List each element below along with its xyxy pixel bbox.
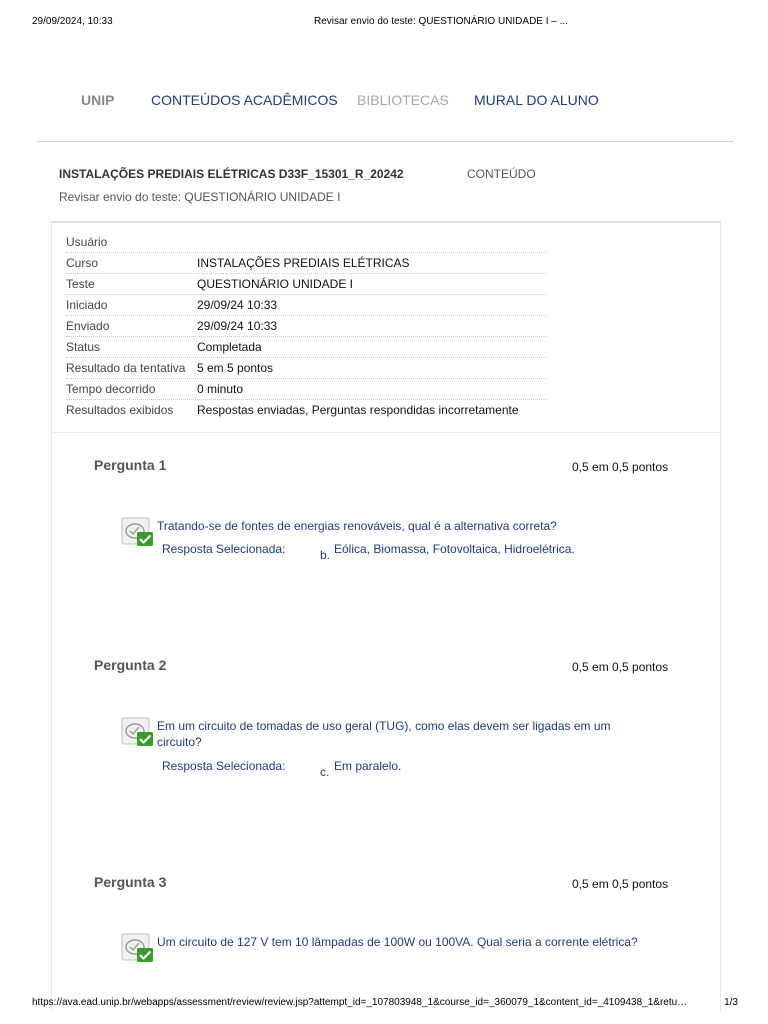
print-date: 29/09/2024, 10:33 — [32, 16, 113, 27]
answer-text: Eólica, Biomassa, Fotovoltaica, Hidroelétrica. — [334, 542, 575, 556]
info-value: 29/09/24 10:33 — [197, 319, 278, 333]
info-row-curso — [66, 253, 546, 274]
correct-answer-icon — [121, 716, 155, 748]
info-row-tempo — [66, 379, 546, 400]
question-text: Em um circuito de tomadas de uso geral (TUG), como elas devem ser ligadas em um circuito? — [157, 719, 611, 749]
answer-text: Em paralelo. — [334, 759, 402, 773]
print-url: https://ava.ead.unip.br/webapps/assessment/review/review.jsp?attempt_id=_107803948_1&course_id=_360079_1&content_id=_4109438_1&retu… — [32, 997, 688, 1008]
question-score: 0,5 em 0,5 pontos — [572, 877, 669, 891]
info-label: Resultados exibidos — [66, 403, 174, 417]
answer-letter: c. — [320, 765, 330, 779]
attempt-info-table — [66, 232, 546, 421]
question-title: Pergunta 1 — [94, 457, 167, 473]
answer-letter: b. — [320, 548, 331, 562]
info-value: INSTALAÇÕES PREDIAIS ELÉTRICAS — [197, 256, 410, 270]
info-value: 29/09/24 10:33 — [197, 298, 278, 312]
print-header — [0, 16, 768, 30]
answer-label: Resposta Selecionada: — [162, 542, 286, 556]
print-page-number: 1/3 — [724, 997, 738, 1008]
print-page-title: Revisar envio do teste: QUESTIONÁRIO UNIDADE I – ... — [314, 16, 568, 27]
info-label: Status — [66, 340, 101, 354]
info-label: Usuário — [66, 235, 108, 249]
info-label: Teste — [66, 277, 95, 291]
top-nav — [0, 92, 768, 114]
question-score: 0,5 em 0,5 pontos — [572, 660, 669, 674]
info-row-teste — [66, 274, 546, 295]
info-value: 0 minuto — [197, 382, 244, 396]
answer-label: Resposta Selecionada: — [162, 759, 286, 773]
breadcrumb-course[interactable]: INSTALAÇÕES PREDIAIS ELÉTRICAS D33F_15301_R_20242 — [59, 167, 404, 181]
question-text: Tratando-se de fontes de energias renováveis, qual é a alternativa correta? — [157, 519, 557, 533]
nav-divider — [37, 141, 734, 142]
info-label: Iniciado — [66, 298, 108, 312]
nav-conteudos-academicos[interactable]: CONTEÚDOS ACADÊMICOS — [151, 92, 338, 108]
info-row-status — [66, 337, 546, 358]
nav-unip[interactable]: UNIP — [81, 92, 115, 108]
question-title: Pergunta 2 — [94, 657, 167, 673]
info-row-usuario — [66, 232, 546, 253]
info-value: Completada — [197, 340, 262, 354]
review-panel — [51, 221, 721, 1011]
info-label: Resultado da tentativa — [66, 361, 186, 375]
question-score: 0,5 em 0,5 pontos — [572, 460, 669, 474]
page-title: Revisar envio do teste: QUESTIONÁRIO UNIDADE I — [59, 190, 341, 204]
info-label: Curso — [66, 256, 99, 270]
correct-answer-icon — [121, 516, 155, 548]
info-value: 5 em 5 pontos — [197, 361, 274, 375]
question-title: Pergunta 3 — [94, 874, 167, 890]
info-row-iniciado — [66, 295, 546, 316]
info-row-resultados-exibidos — [66, 400, 546, 421]
info-label: Tempo decorrido — [66, 382, 156, 396]
question-text: Um circuito de 127 V tem 10 lâmpadas de 100W ou 100VA. Qual seria a corrente elétrica? — [157, 935, 638, 949]
info-value: Respostas enviadas, Perguntas respondidas incorretamente — [197, 403, 519, 417]
info-label: Enviado — [66, 319, 110, 333]
print-footer — [0, 997, 768, 1011]
correct-answer-icon — [121, 932, 155, 964]
info-divider — [52, 432, 720, 433]
info-row-enviado — [66, 316, 546, 337]
info-value: QUESTIONÁRIO UNIDADE I — [197, 277, 354, 291]
nav-mural-do-aluno[interactable]: MURAL DO ALUNO — [474, 92, 599, 108]
breadcrumb-section[interactable]: CONTEÚDO — [467, 167, 536, 181]
nav-bibliotecas[interactable]: BIBLIOTECAS — [357, 92, 449, 108]
info-row-resultado — [66, 358, 546, 379]
